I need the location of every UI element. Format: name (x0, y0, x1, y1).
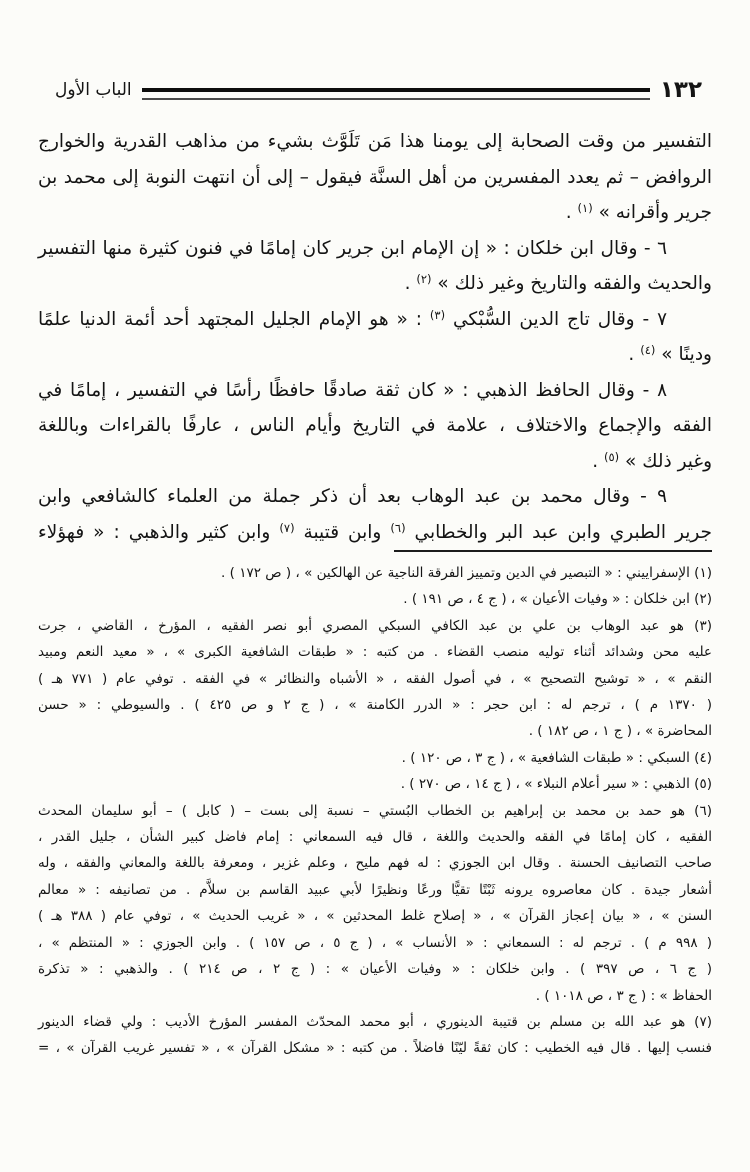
body-line: جرير الطبري وابن عبد البر والخطابي $^{(٦)}$ وابن قتيبة $^{(٧)}$ وابن كثير والذهبي : « فهؤلاء (38, 520, 712, 543)
body-line: ٨ - وقال الحافظ الذهبي : « كان ثقة صادقًا حافظًا رأسًا في التفسير ، إمامًا في (38, 379, 667, 401)
footnote-reference: (٥) (603, 449, 620, 464)
footnote-line: ( ٩٩٨ م ) . ترجم له : السمعاني : « الأنساب » ، ( ج ٥ ، ص ١٥٧ ) . وابن الجوزي : « المنتظم » ، (38, 934, 713, 951)
footnote-line: ( ج ٦ ، ص ٣٩٧ ) . وابن خلكان : « وفيات الأعيان » : ( ج ٢ ، ص ٢١٤ ) . والذهبي : « تذكرة (38, 961, 712, 978)
body-line: والحديث والفقه والتاريخ وغير ذلك » $^{(٢)}$ . (404, 272, 712, 294)
footnote-line: عليه محن وشدائد أثناء توليه منصب القضاء . من كتبه : « طبقات الشافعية الكبرى » ، « معيد النعم ومبيد (38, 644, 712, 661)
footnote-line: ( ١٣٧٠ م ) ، ترجم له : ابن حجر : « الدرر الكامنة » ، ( ج ٢ و ص ٤٢٥ ) . والسيوطي : « حسن (38, 697, 712, 714)
footnote-line: الفقيه ، كان إمامًا في الفقه والحديث واللغة ، قال فيه السمعاني : إمام فاضل كبير الشأن ، جليل القدر ، (38, 829, 712, 846)
footnote-2 (38, 586, 712, 612)
footnote-5 (38, 771, 712, 797)
footnote-reference: (١) (577, 201, 593, 215)
footnote-line: (٢) ابن خلكان : « وفيات الأعيان » ، ( ج ٤ ، ص ١٩١ ) . (403, 591, 712, 608)
footnotes-section (38, 560, 712, 1062)
footnote-3 (38, 613, 712, 745)
body-line: ٩ - وقال محمد بن عبد الوهاب بعد أن ذكر جملة من العلماء كالشافعي وابن (38, 486, 667, 507)
footnote-line: فنسب إليها . قال فيه الخطيب : كان ثقةً ليّنًا فاضلاً . من كتبه : « مشكل القرآن » ، « تفسير غريب القرآن » ، = (38, 1040, 712, 1057)
body-line: الفقه والإجماع والاختلاف ، علامة في التاريخ وأيام الناس ، عارفًا بالقراءات وباللغة (38, 415, 712, 436)
footnote-reference: (٢) (416, 272, 432, 286)
footnote-4 (38, 745, 712, 771)
footnote-line: الحفاظ » : ( ج ٣ ، ص ١٠١٨ ) . (535, 987, 712, 1004)
footnote-separator (394, 550, 712, 552)
footnote-line: (٧) هو عبد الله بن مسلم بن قتيبة الدينوري ، أبو محمد المحدّث المفسر المؤرخ الأديب : ولي قضاء الدينور (38, 1013, 712, 1030)
footnote-line: (٥) الذهبي : « سير أعلام النبلاء » ، ( ج ١٤ ، ص ٢٧٠ ) . (400, 776, 712, 793)
chapter-title: الباب الأول (55, 79, 132, 100)
page-header (55, 74, 702, 106)
footnote-1 (38, 560, 712, 586)
body-line: جرير وأقرانه » $^{(١)}$ . (565, 201, 712, 223)
footnote-line: (١) الإسفراييني : « التبصير في الدين وتمييز الفرقة الناجية عن الهالكين » ، ( ص ١٧٢ ) . (221, 565, 712, 581)
body-line: الروافض – ثم يعدد المفسرين من أهل السنَّة فيقول – إلى أن انتهت النوبة إلى محمد بن (38, 166, 712, 188)
footnote-line: المحاضرة » ، ( ج ١ ، ص ١٨٢ ) . (528, 723, 712, 740)
header-rule (142, 88, 650, 100)
footnote-reference: (٤) (640, 343, 656, 357)
body-line: التفسير من وقت الصحابة إلى يومنا هذا مَن تَلَوَّث بشيء من مذاهب القدرية والخوارج (38, 131, 712, 152)
footnote-reference: (٣) (429, 307, 446, 322)
footnote-line: أشعار جيدة . كان معاصروه يرونه ثَبْتًا تقيًّا ورعًا ونظيرًا لأبي عبيد القاسم بن سلاَّم . من تصانيفه : « معالم (38, 881, 712, 898)
footnote-reference: (٧) (279, 520, 295, 535)
footnote-7 (38, 1009, 712, 1062)
paragraph-item-7 (38, 302, 712, 373)
body-line: وغير ذلك » $^{(٥)}$ . (592, 449, 712, 472)
paragraph-item-6 (38, 231, 712, 302)
footnote-line: (٣) هو عبد الوهاب بن علي بن عبد الكافي السبكي المصري أبو نصر الفقيه ، المؤرخ ، القاضي ، جرت (38, 617, 712, 634)
body-line: ودينًا » $^{(٤)}$ . (628, 343, 712, 365)
footnote-line: صاحب التصانيف الحسنة . وقال ابن الجوزي : له فهم مليح ، وعلم غزير ، ومعرفة باللغة والمعاني والفقه ، وله (38, 855, 712, 872)
body-line: ٦ - وقال ابن خلكان : « إن الإمام ابن جرير كان إمامًا في فنون كثيرة منها التفسير (38, 237, 667, 259)
paragraph-continuation (38, 124, 712, 231)
page-number: ١٣٢ (659, 76, 702, 103)
main-text (38, 124, 712, 550)
footnote-line: النقم » ، « توشيح التصحيح » ، في أصول الفقه ، « الأشباه والنظائر » في الفقه . توفي عام ( ٧٧١ هـ ) (38, 670, 712, 687)
footnote-6 (38, 798, 712, 1009)
paragraph-item-8 (38, 373, 712, 480)
footnote-line: السنن » ، « بيان إعجاز القرآن » ، « إصلاح غلط المحدثين » ، « غريب الحديث » ، توفي عام ( ٣٨٨ هـ ) (38, 908, 712, 925)
body-line: ٧ - وقال تاج الدين السُّبْكي $^{(٣)}$ : « هو الإمام الجليل المجتهد أحد أئمة الدنيا علمًا (38, 307, 667, 330)
paragraph-item-9 (38, 479, 712, 550)
footnote-line: (٦) هو حمد بن محمد بن إبراهيم بن الخطاب البُستي – نسبة إلى بست – ( كابل ) – أبو سليمان المحدث (38, 802, 712, 819)
footnote-line: (٤) السبكي : « طبقات الشافعية » ، ( ج ٣ ، ص ١٢٠ ) . (401, 749, 712, 766)
footnote-reference: (٦) (390, 520, 406, 535)
